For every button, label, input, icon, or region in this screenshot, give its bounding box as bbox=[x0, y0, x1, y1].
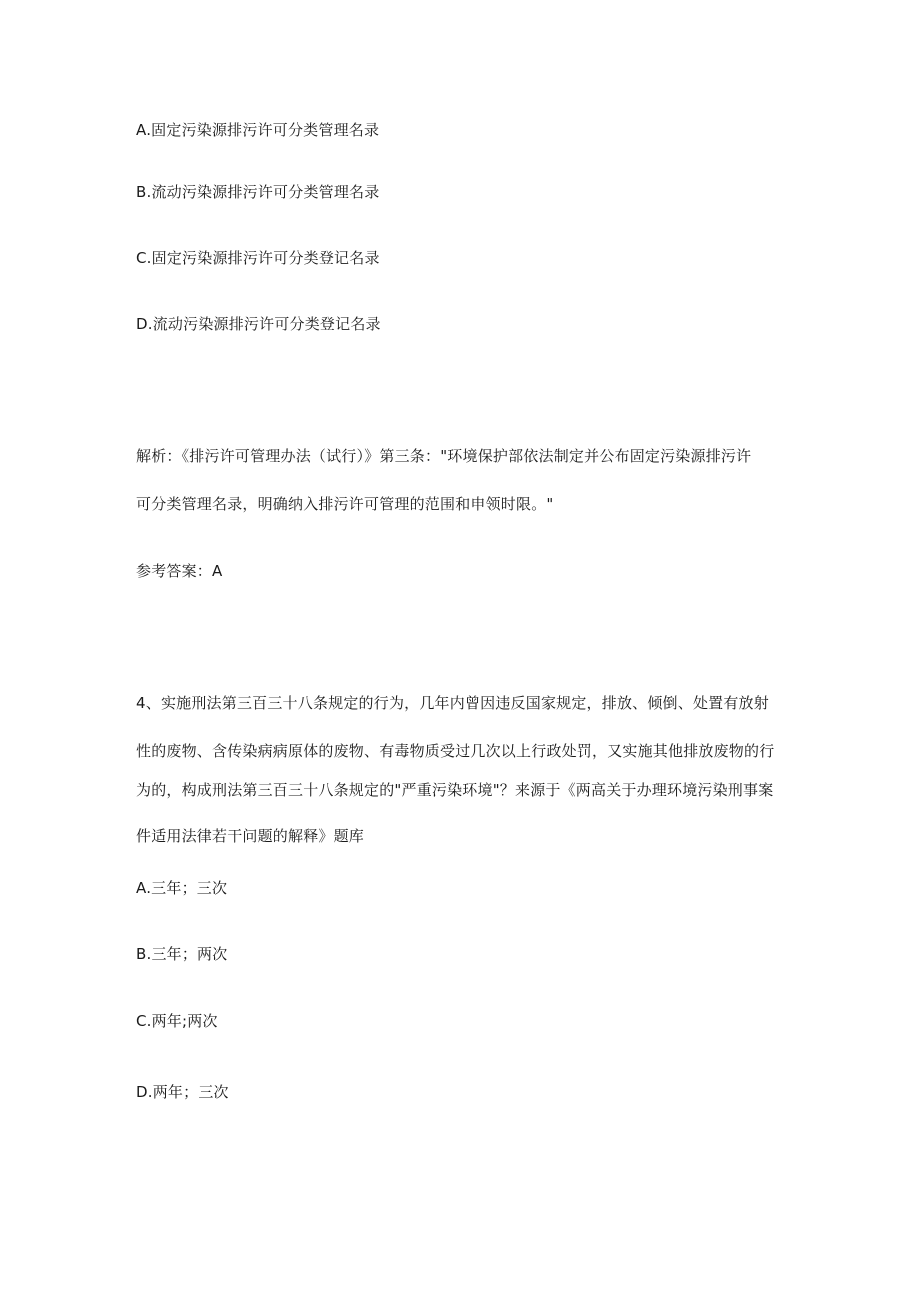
q3-option-b: B.流动污染源排污许可分类管理名录 bbox=[136, 183, 380, 201]
q3-option-c: C.固定污染源排污许可分类登记名录 bbox=[136, 249, 380, 267]
q4-question-line-3: 为的，构成刑法第三百三十八条规定的"严重污染环境"？来源于《两高关于办理环境污染刑事案 bbox=[136, 781, 774, 799]
q4-option-b: B.三年；两次 bbox=[136, 945, 228, 963]
q4-option-c: C.两年;两次 bbox=[136, 1012, 218, 1030]
q4-option-a: A.三年；三次 bbox=[136, 879, 228, 897]
q4-option-d: D.两年；三次 bbox=[136, 1083, 229, 1101]
q3-option-a: A.固定污染源排污许可分类管理名录 bbox=[136, 121, 380, 139]
q3-analysis-line-1: 解析：《排污许可管理办法（试行）》第三条："环境保护部依法制定并公布固定污染源排污许 bbox=[136, 447, 752, 465]
q4-question-line-1: 4、实施刑法第三百三十八条规定的行为，几年内曾因违反国家规定，排放、倾倒、处置有放射 bbox=[136, 694, 769, 712]
q4-question-line-4: 件适用法律若干问题的解释》题库 bbox=[136, 827, 365, 845]
q3-analysis-line-2: 可分类管理名录，明确纳入排污许可管理的范围和申领时限。" bbox=[136, 495, 554, 513]
q3-answer: 参考答案：A bbox=[136, 562, 223, 580]
q3-option-d: D.流动污染源排污许可分类登记名录 bbox=[136, 315, 381, 333]
q4-question-line-2: 性的废物、含传染病病原体的废物、有毒物质受过几次以上行政处罚，又实施其他排放废物的行 bbox=[136, 742, 775, 760]
